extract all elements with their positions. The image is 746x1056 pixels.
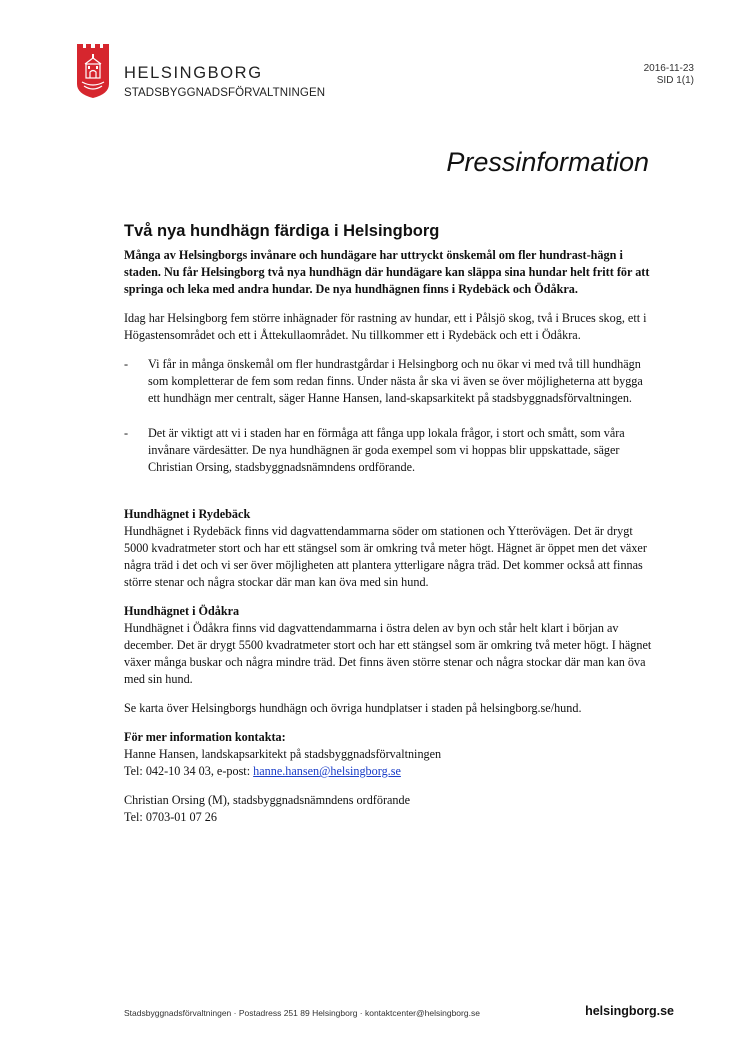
- contact-person-1-tel: Tel: 042-10 34 03, e-post:: [124, 764, 254, 778]
- section-text: Hundhägnet i Rydebäck finns vid dagvattendammarna söder om stationen och Ytterövägen. Det är drygt 5000 kvadratmeter stort och har ett stängsel som är omkring två meter högt. Hägnet är öppet men det växer några träd i det och vi ser över möjligheten att plantera ytterligare några träd. Det kommer också att finnas större stenar och några stockar där man kan öva med sin hund.: [124, 524, 647, 589]
- quote-item: [124, 425, 652, 476]
- document-type: Pressinformation: [446, 147, 649, 177]
- map-note: Se karta över Helsingborgs hundhägn och övriga hundplatser i staden på helsingborg.se/hund.: [124, 701, 582, 715]
- contact-email-link[interactable]: hanne.hansen@helsingborg.se: [253, 764, 401, 778]
- contact-person-1: Hanne Hansen, landskapsarkitekt på stadsbyggnadsförvaltningen: [124, 747, 442, 761]
- document-meta: [644, 63, 694, 87]
- section-odakra: [124, 603, 652, 688]
- contact-heading: För mer information kontakta:: [124, 730, 286, 744]
- contact-block-2: [124, 792, 652, 826]
- quote-text: Det är viktigt att vi i staden har en förmåga att fånga upp lokala frågor, i stort och smått, som våra invånare värdesätter. De nya hundhägnen är goda exempel som vi hoppas blir uppskattade, säger Christian Orsing, stadsbyggnadsnämndens ordförande.: [148, 426, 625, 474]
- helsingborg-crest-icon: [76, 44, 110, 98]
- quote-dash: -: [124, 426, 129, 440]
- brand-name: HELSINGBORG: [124, 64, 263, 82]
- section-text: Hundhägnet i Ödåkra finns vid dagvattendammarna i östra delen av byn och står helt klart i början av december. Det är drygt 5500 kvadratmeter stort och har ett stängsel som är omkring två meter högt. I hägnet växer många buskar och några mindre träd. Det finns även större stenar och några stockar där man kan öva med sin hund.: [124, 621, 652, 686]
- contact-person-2: Christian Orsing (M), stadsbyggnadsnämndens ordförande: [124, 793, 411, 807]
- quote-item: [124, 356, 652, 407]
- lead-paragraph: Många av Helsingborgs invånare och hundägare har uttryckt önskemål om fler hundrast-hägn i staden. Nu får Helsingborg två nya hundhägn där hundägare kan släppa sina hundar helt fritt för att springa och leka med andra hundar. De nya hundhägnen finns i Rydebäck och Ödåkra.: [124, 248, 650, 296]
- page-number: SID 1(1): [656, 75, 694, 86]
- contact-person-2-tel: Tel: 0703-01 07 26: [124, 810, 217, 824]
- document-date: 2016-11-23: [643, 63, 694, 74]
- footer-address: Stadsbyggnadsförvaltningen · Postadress 251 89 Helsingborg · kontaktcenter@helsingborg.se: [124, 1008, 480, 1018]
- section-rydeback: [124, 506, 652, 591]
- section-heading: Hundhägnet i Rydebäck: [124, 507, 251, 521]
- press-release-body: [124, 221, 652, 838]
- section-heading: Hundhägnet i Ödåkra: [124, 604, 240, 618]
- intro-paragraph: Idag har Helsingborg fem större inhägnader för rastning av hundar, ett i Pålsjö skog, två i Bruces skog, ett i Högastensområdet och ett i Åttekullaområdet. Nu tillkommer ett i Rydebäck och ett i Ödåkra.: [124, 311, 647, 342]
- quote-dash: -: [124, 357, 129, 371]
- contact-block: [124, 729, 652, 780]
- department-name: STADSBYGGNADSFÖRVALTNINGEN: [124, 87, 326, 99]
- quote-text: Vi får in många önskemål om fler hundrastgårdar i Helsingborg och nu ökar vi med två till hundhägn som kompletterar de fem som redan finns. Under nästa år ska vi även se över möjligheterna att bygga ett hundhägn mer centralt, säger Hanne Hansen, land-skapsarkitekt på stadsbyggnadsförvaltningen.: [148, 357, 643, 405]
- footer-website[interactable]: helsingborg.se: [585, 1004, 674, 1018]
- page-title: Två nya hundhägn färdiga i Helsingborg: [124, 222, 440, 240]
